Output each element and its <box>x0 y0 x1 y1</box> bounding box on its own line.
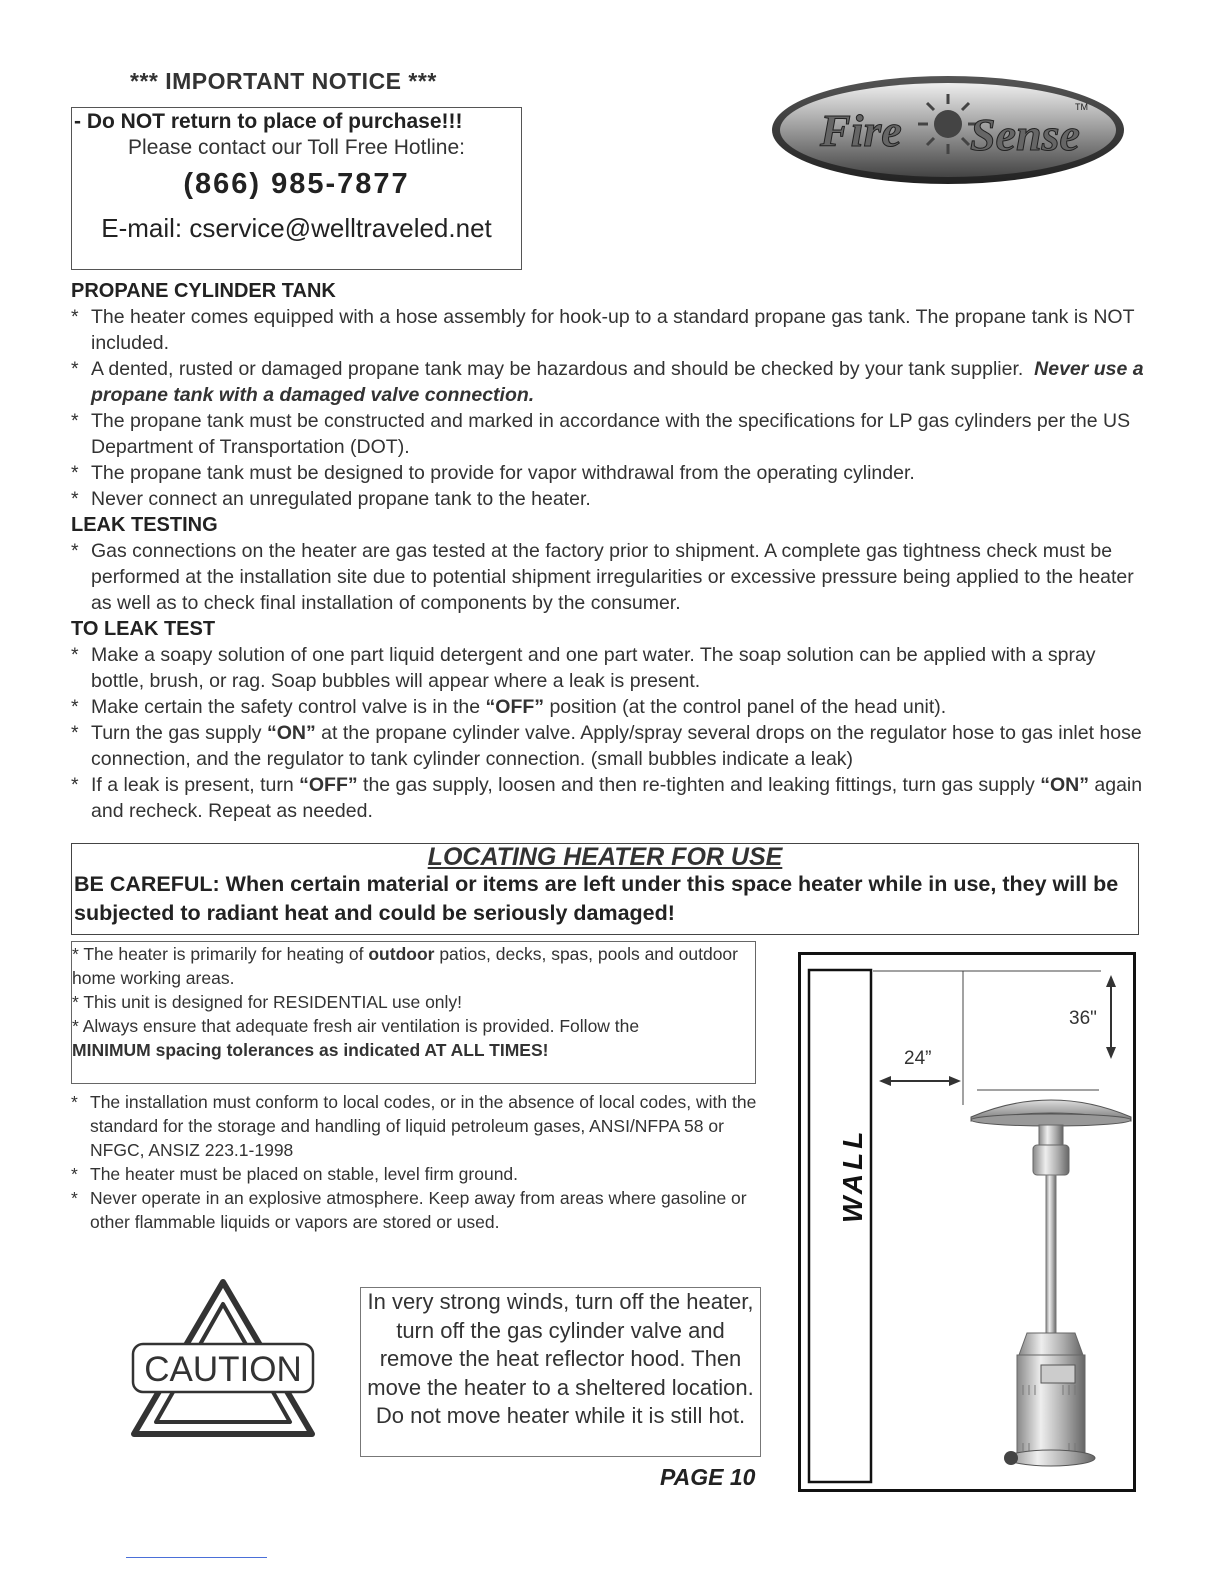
list-item: * Gas connections on the heater are gas tested at the factory prior to shipment. A complete gas tightness check must be performed at the installation site due to potential shipment irregularities or excessive pressure being applied to the heater as well as to check final installation of components by the consumer. <box>71 538 1151 616</box>
caution-label: CAUTION <box>144 1350 302 1389</box>
list-item: * Make a soapy solution of one part liquid detergent and one part water. The soap solution can be applied with a spray bottle, brush, or rag. Soap bubbles will appear where a leak is present. <box>71 642 1151 694</box>
divider <box>126 1557 267 1558</box>
fire-sense-logo <box>770 72 1130 190</box>
page-number: PAGE 10 <box>660 1464 756 1490</box>
caution-sign <box>130 1278 316 1440</box>
list-item: * The propane tank must be constructed and marked in accordance with the specifications for LP gas cylinders per the US Department of Transportation (DOT). <box>71 408 1151 460</box>
clearance-diagram <box>798 952 1136 1492</box>
email-text: E-mail: cservice@welltraveled.net <box>101 213 492 243</box>
svg-text:Fire: Fire <box>820 105 902 156</box>
leak-testing-heading: LEAK TESTING <box>71 514 218 536</box>
notice-title: *** IMPORTANT NOTICE *** <box>130 68 437 94</box>
wind-warning-text: In very strong winds, turn off the heater, turn off the gas cylinder valve and remove the heat reflector hood. Then move the heater to a sheltered location. Do not move heater while it is still hot. <box>367 1289 754 1428</box>
list-item: * Make certain the safety control valve is in the “OFF” position (at the control panel of the head unit). <box>71 694 1151 720</box>
locating-heater-box <box>71 843 1139 935</box>
propane-heading: PROPANE CYLINDER TANK <box>71 280 336 302</box>
list-item: * Never operate in an explosive atmosphere. Keep away from areas where gasoline or other flammable liquids or vapors are stored or used. <box>71 1186 761 1234</box>
outdoor-use-box <box>71 941 756 1084</box>
horizontal-arrow-icon <box>879 1076 961 1086</box>
outdoor-line: * The heater is primarily for heating of outdoor patios, decks, spas, pools and outdoor home working areas. <box>72 944 738 988</box>
contact-text: Please contact our Toll Free Hotline: <box>128 136 465 159</box>
locating-title: LOCATING HEATER FOR USE <box>427 843 783 871</box>
phone-number: (866) 985-7877 <box>183 168 410 200</box>
install-list <box>71 1090 761 1234</box>
side-clearance-label: 24” <box>904 1048 932 1069</box>
wall-label: WALL <box>837 1127 868 1223</box>
top-clearance-label: 36" <box>1069 1008 1097 1029</box>
list-item: * A dented, rusted or damaged propane tank may be hazardous and should be checked by your tank supplier. Never use a propane tank with a damaged valve connection. <box>71 356 1151 408</box>
main-content <box>71 278 1151 824</box>
patio-heater-image <box>971 1100 1131 1466</box>
list-item: * Never connect an unregulated propane tank to the heater. <box>71 486 1151 512</box>
vertical-arrow-icon <box>1106 975 1116 1059</box>
wind-warning-box <box>360 1287 761 1457</box>
list-item: * The installation must conform to local codes, or in the absence of local codes, with the standard for the storage and handling of liquid petroleum gases, ANSI/NFPA 58 or NFGC, ANSIZ 223.1-1998 <box>71 1090 761 1162</box>
list-item: * Turn the gas supply “ON” at the propane cylinder valve. Apply/spray several drops on the regulator hose to gas inlet hose connection, and the regulator to tank cylinder connection. (small bubbles indicate a leak) <box>71 720 1151 772</box>
ventilation-line: * Always ensure that adequate fresh air ventilation is provided. Follow the <box>72 1016 640 1036</box>
svg-text:TM: TM <box>1075 102 1088 112</box>
careful-warning: BE CAREFUL: When certain material or items are left under this space heater while in use, they will be subjected to radiant heat and could be seriously damaged! <box>74 872 1119 925</box>
spacing-line: MINIMUM spacing tolerances as indicated AT ALL TIMES! <box>72 1040 549 1060</box>
residential-line: * This unit is designed for RESIDENTIAL use only! <box>72 992 463 1012</box>
to-leak-test-heading: TO LEAK TEST <box>71 618 216 640</box>
wall-rect <box>809 970 871 1482</box>
sun-icon <box>918 94 978 154</box>
do-not-return-text: - Do NOT return to place of purchase!!! <box>74 110 463 133</box>
list-item: * The propane tank must be designed to provide for vapor withdrawal from the operating cylinder. <box>71 460 1151 486</box>
list-item: * The heater comes equipped with a hose assembly for hook-up to a standard propane gas tank. The propane tank is NOT included. <box>71 304 1151 356</box>
svg-text:Sense: Sense <box>970 109 1080 160</box>
list-item: * The heater must be placed on stable, level firm ground. <box>71 1162 761 1186</box>
notice-box <box>71 107 522 270</box>
list-item: * If a leak is present, turn “OFF” the gas supply, loosen and then re-tighten and leaking fittings, turn gas supply “ON” again and recheck. Repeat as needed. <box>71 772 1151 824</box>
